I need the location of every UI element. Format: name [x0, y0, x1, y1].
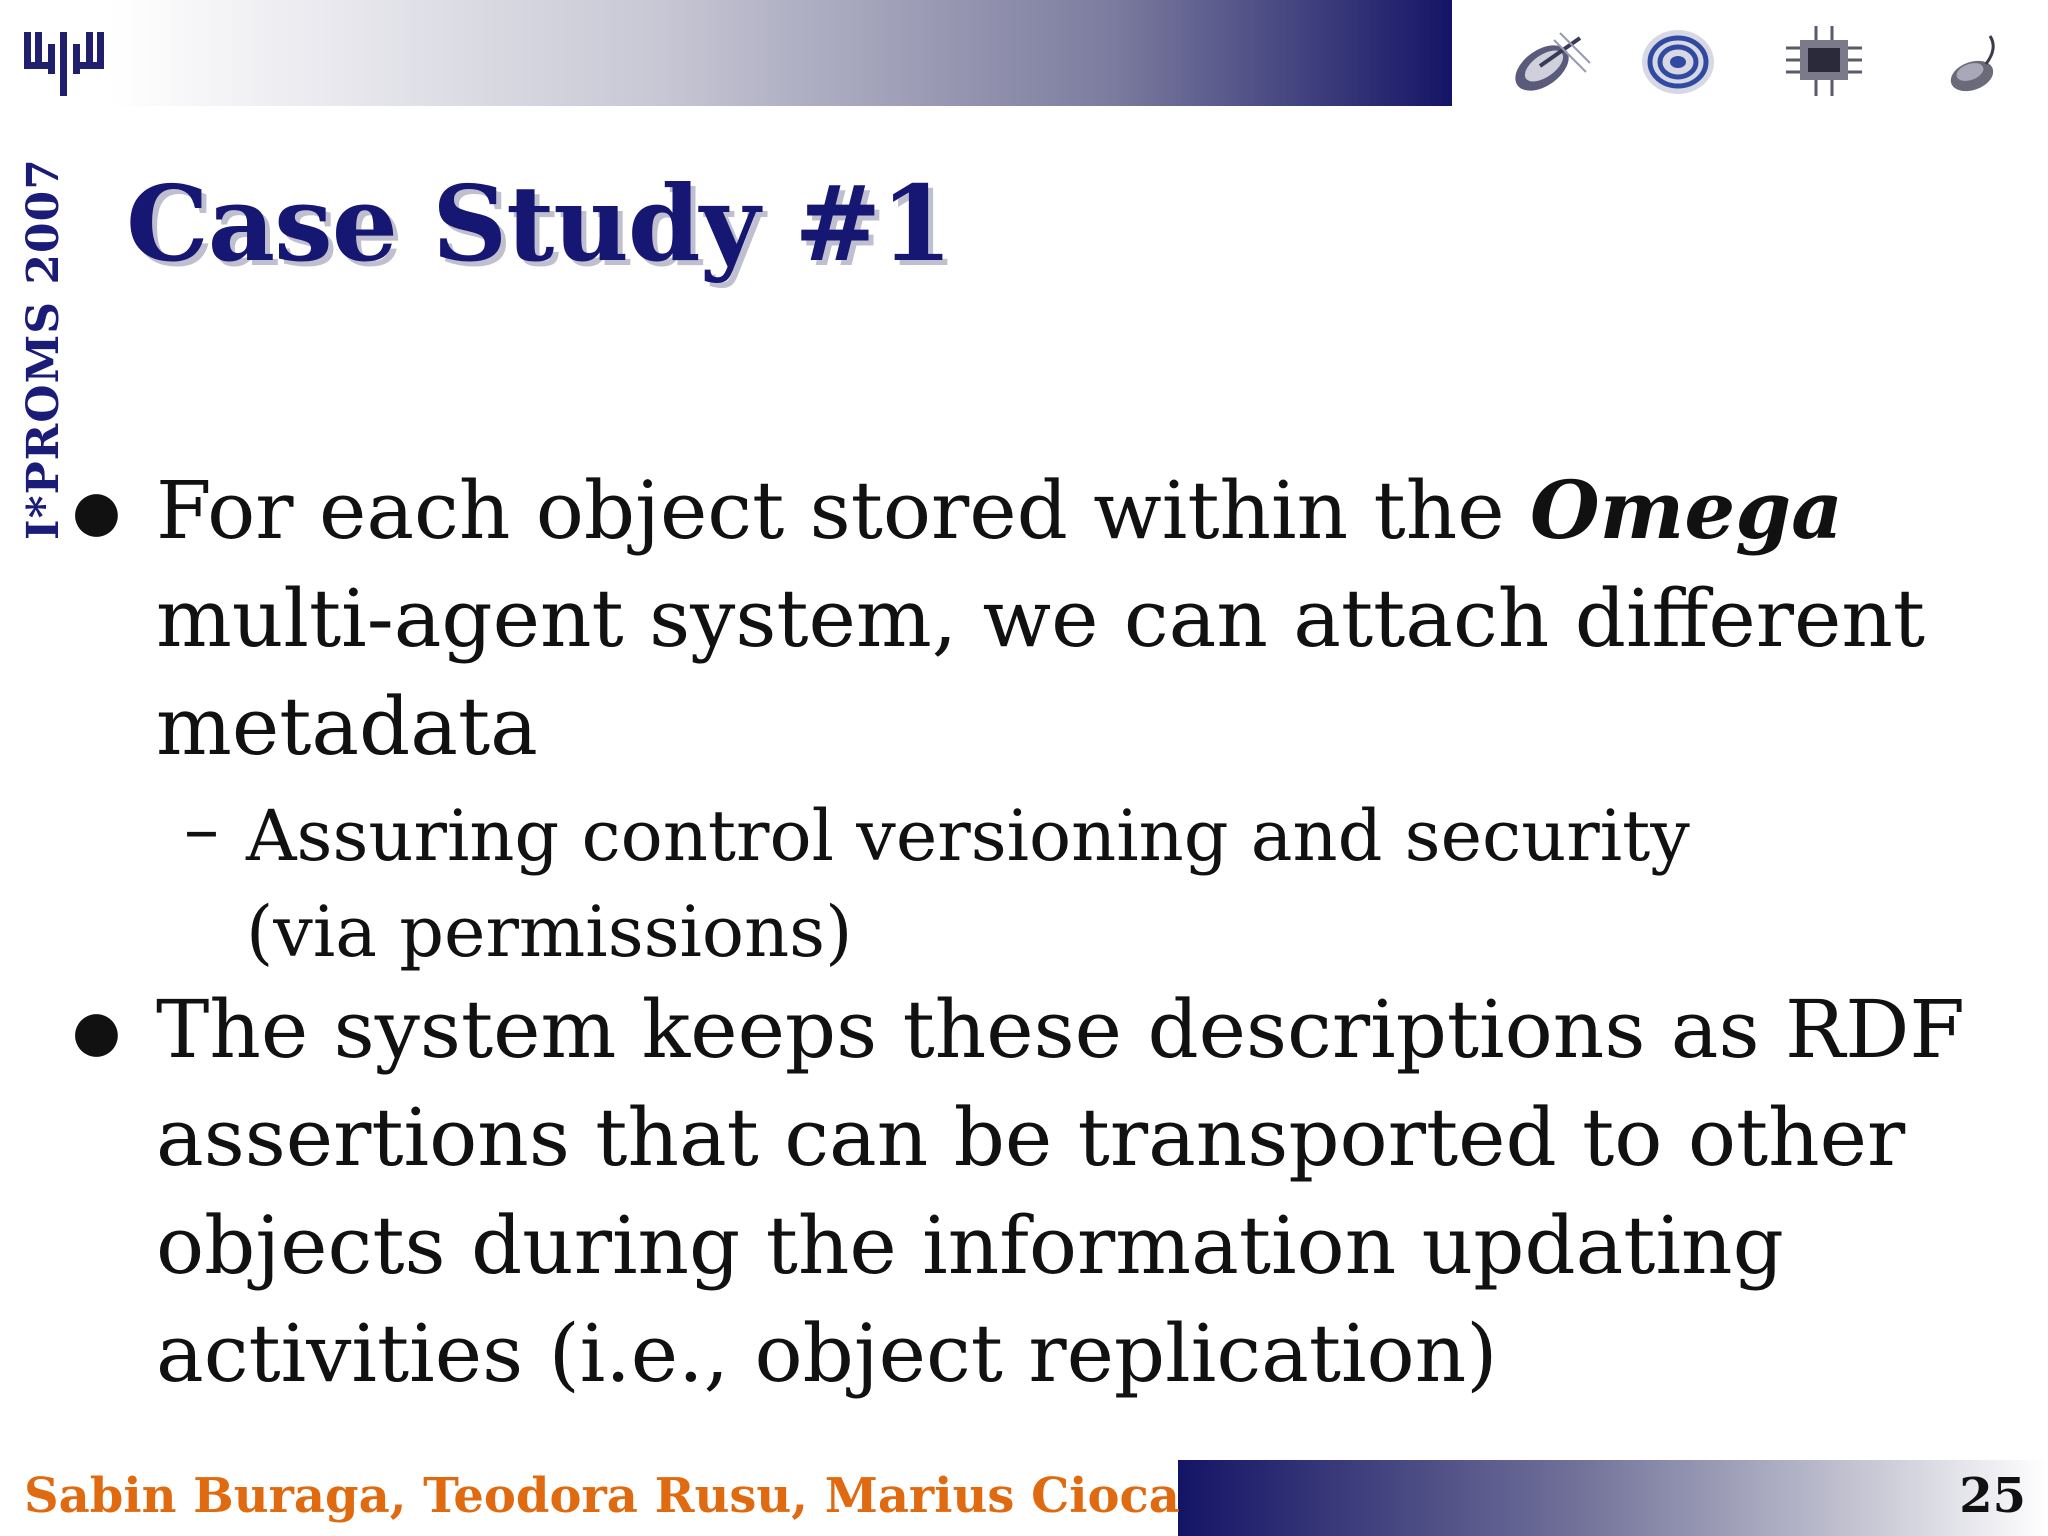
bullet-text: [156, 976, 2006, 1408]
sub-bullet-text-line: (via permissions): [246, 891, 853, 973]
bullet-text-line: For each object stored within the: [156, 464, 1530, 557]
conference-side-label: I*PROMS 2007: [18, 158, 69, 540]
sub-bullet-text-line: Assuring control versioning and security: [246, 795, 1690, 877]
satellite-dish-icon: [1500, 18, 1596, 106]
bullet-text-line: The system keeps these descriptions as RDF: [156, 983, 1965, 1076]
bullet-item: [0, 976, 2048, 1416]
bullet-text-line: assertions that can be transported to other: [156, 1091, 1906, 1184]
emphasized-term: Omega: [1529, 463, 1843, 557]
page-number: 25: [1959, 1468, 2026, 1524]
bullet-marker: ●: [72, 999, 121, 1064]
bullet-text-line: objects during the information updating: [156, 1199, 1784, 1292]
header-gradient-bar: [110, 0, 1452, 106]
bullet-text-line: activities (i.e., object replication): [156, 1307, 1498, 1400]
footer-gradient-bar: [1178, 1460, 2048, 1536]
sub-bullet-marker: –: [184, 788, 219, 870]
slide-title: Case Study #1: [126, 162, 952, 285]
sub-bullet-text: [246, 788, 1946, 980]
circuit-icon: [1776, 18, 1872, 106]
bullet-text-line: metadata: [156, 680, 538, 773]
mouse-icon: [1920, 18, 2016, 106]
footer-authors: Sabin Buraga, Teodora Rusu, Marius Cioca: [24, 1468, 1180, 1524]
bullet-text-line: multi-agent system, we can attach different: [156, 572, 1925, 665]
bullet-marker: ●: [72, 479, 121, 544]
logo-icon: [20, 22, 110, 98]
spiral-icon: [1630, 18, 1726, 106]
bullet-item: [0, 456, 2048, 786]
bullet-text: [156, 456, 2006, 781]
